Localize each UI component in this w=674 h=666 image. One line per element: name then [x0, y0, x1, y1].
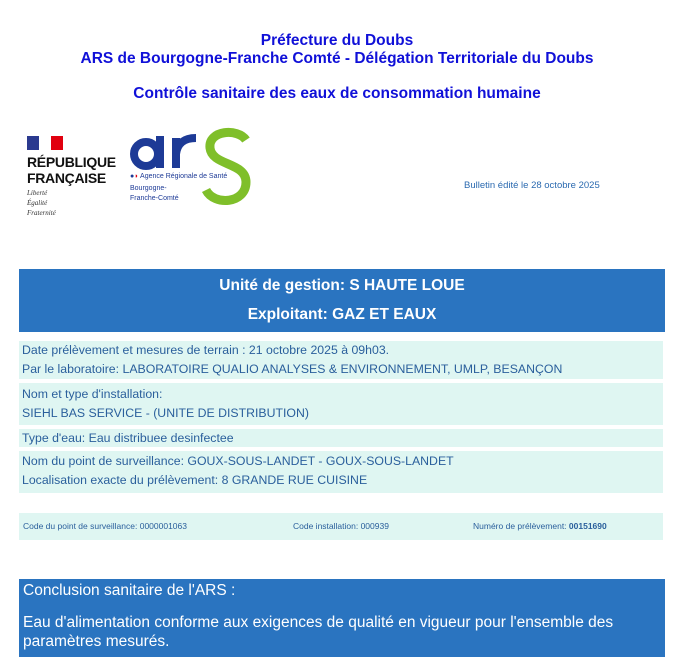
installation-label: Nom et type d'installation:	[22, 387, 163, 401]
sample-number-label: Numéro de prélèvement:	[473, 521, 567, 531]
ars-logo	[128, 126, 258, 206]
unit-band	[19, 269, 665, 332]
flag-icon	[27, 136, 63, 150]
water-type: Type d'eau: Eau distribuee desinfectee	[19, 429, 663, 447]
surveillance-info	[19, 451, 663, 493]
exploitant: Exploitant: GAZ ET EAUX	[247, 306, 437, 323]
sampling-info	[19, 341, 663, 379]
installation-name: SIEHL BAS SERVICE - (UNITE DE DISTRIBUTION)	[22, 406, 309, 420]
conclusion-title: Conclusion sanitaire de l'ARS :	[23, 582, 236, 599]
motto: Liberté	[27, 189, 48, 197]
ars-region: Franche-Comté	[130, 195, 179, 202]
conclusion-box	[19, 579, 665, 657]
ars-agency-line	[130, 172, 227, 181]
half-circle-icon: ◗	[134, 173, 139, 180]
document-title: Contrôle sanitaire des eaux de consommation humaine	[133, 85, 541, 102]
prefecture-title: Préfecture du Doubs	[260, 32, 414, 49]
logo-text: RÉPUBLIQUE	[27, 154, 116, 170]
ars-region: Bourgogne-	[130, 185, 167, 192]
logo-text: FRANÇAISE	[27, 170, 106, 186]
sample-number	[473, 517, 607, 536]
surveillance-point: Nom du point de surveillance: GOUX-SOUS-LANDET - GOUX-SOUS-LANDET	[22, 454, 454, 468]
republique-francaise-logo	[27, 136, 117, 218]
sampling-location: Localisation exacte du prélèvement: 8 GRANDE RUE CUISINE	[22, 473, 368, 487]
laboratory: Par le laboratoire: LABORATOIRE QUALIO ANALYSES & ENVIRONNEMENT, UMLP, BESANÇON	[22, 362, 563, 376]
bulletin-date: Bulletin édité le 28 octobre 2025	[464, 180, 600, 191]
dot-icon: ●	[130, 173, 135, 180]
motto: Égalité	[27, 199, 48, 207]
motto: Fraternité	[27, 209, 56, 217]
sample-number-value: 00151690	[568, 521, 607, 531]
ars-title: ARS de Bourgogne-Franche Comté - Délégation Territoriale du Doubs	[80, 50, 594, 67]
sampling-date: Date prélèvement et mesures de terrain : 21 octobre 2025 à 09h03.	[22, 343, 390, 357]
installation-info	[19, 383, 663, 425]
conclusion-text: Eau d'alimentation conforme aux exigences de qualité en vigueur pour l'ensemble des paramètres mesurés.	[23, 614, 614, 650]
ars-agency: Agence Régionale de Santé	[140, 173, 228, 180]
codes-row	[19, 513, 663, 540]
unit-gestion: Unité de gestion: S HAUTE LOUE	[219, 277, 465, 294]
code-point: Code du point de surveillance: 0000001063	[23, 521, 187, 531]
code-installation: Code installation: 000939	[293, 521, 389, 531]
